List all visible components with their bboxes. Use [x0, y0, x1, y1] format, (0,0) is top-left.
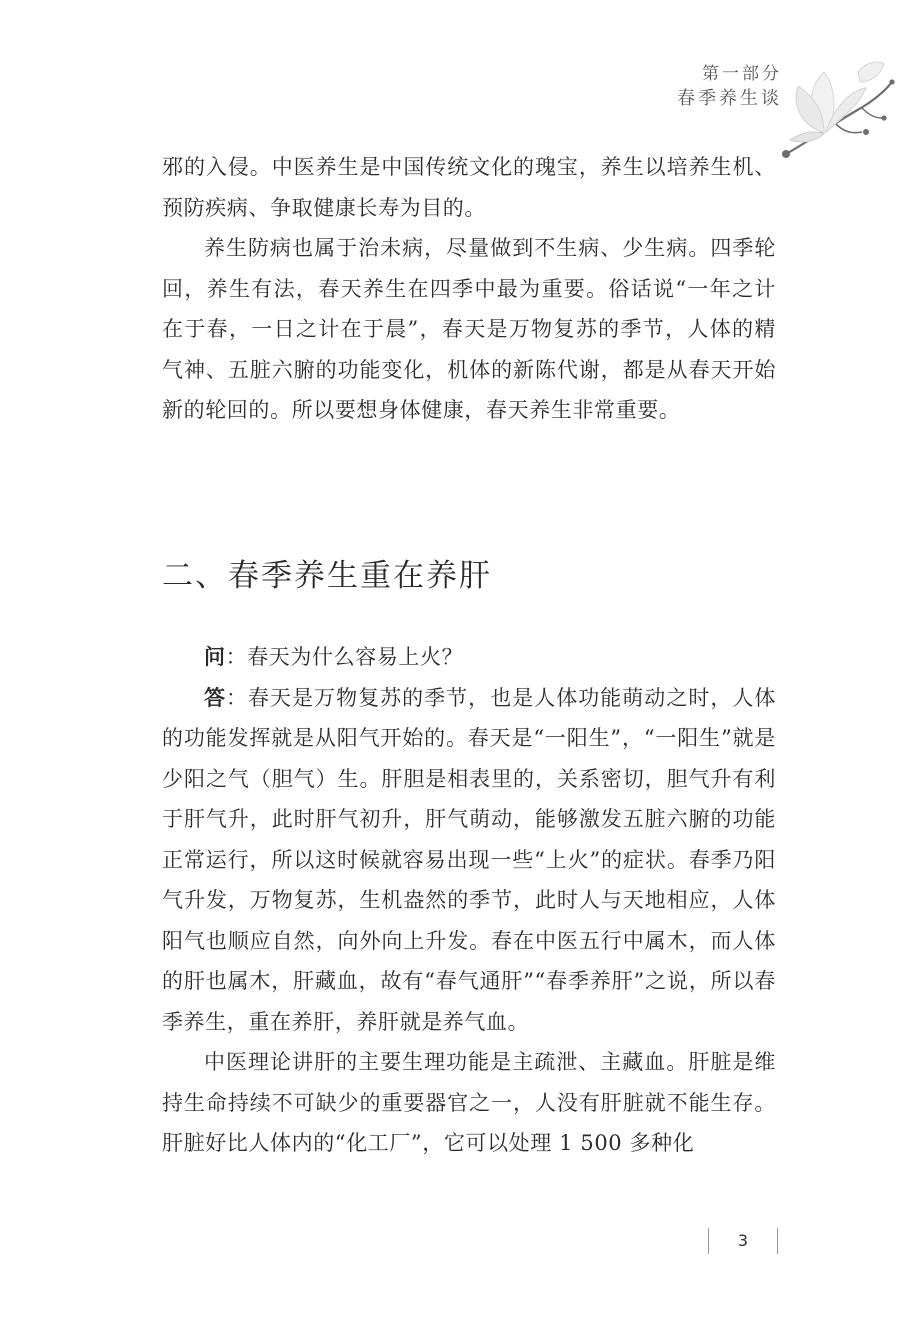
- answer-text: ：春天是万物复苏的季节，也是人体功能萌动之时，人体的功能发挥就是从阳气开始的。春天是“一阳生”，“一阳生”就是少阳之气（胆气）生。肝胆是相表里的，关系密切，胆气升有利于肝气升，此时肝气初升，肝气萌动，能够激发五脏六腑的功能正常运行，所以这时候就容易出现一些“上火”的症状。春季乃阳气升发，万物复苏，生机盎然的季节，此时人与天地相应，人体阳气也顺应自然，向外向上升发。春在中医五行中属木，而人体的肝也属木，肝藏血，故有“春气通肝”“春季养肝”之说，所以春季养生，重在养肝，养肝就是养气血。: [162, 685, 776, 1034]
- page-number: 3: [708, 1228, 778, 1254]
- section-heading: 二、春季养生重在养肝: [162, 558, 492, 594]
- qa-block: [162, 637, 776, 1164]
- question-label: 问: [204, 644, 226, 669]
- answer-label: 答: [204, 684, 227, 710]
- question-text: ：春天为什么容易上火？: [225, 645, 464, 669]
- question-paragraph: [162, 637, 776, 678]
- paragraph: 邪的入侵。中医养生是中国传统文化的瑰宝，养生以培养生机、预防疾病、争取健康长寿为目的。: [162, 155, 776, 220]
- paragraph: 中医理论讲肝的主要生理功能是主疏泄、主藏血。肝脏是维持生命持续不可缺少的重要器官之一，人没有肝脏就不能生存。肝脏好比人体内的“化工厂”，它可以处理 1 500 多种化: [162, 1050, 776, 1155]
- header-subtitle: 春季养生谈: [677, 88, 782, 109]
- paragraph: 养生防病也属于治未病，尽量做到不生病、少生病。四季轮回，养生有法，春天养生在四季中最为重要。俗话说“一年之计在于春，一日之计在于晨”，春天是万物复苏的季节，人体的精气神、五脏六腑的功能变化，机体的新陈代谢，都是从春天开始新的轮回的。所以要想身体健康，春天养生非常重要。: [162, 236, 776, 422]
- magnolia-branch-icon: [766, 52, 896, 162]
- header-part: 第一部分: [702, 64, 782, 84]
- answer-paragraph: [162, 678, 776, 1043]
- body-text-top: [162, 147, 776, 431]
